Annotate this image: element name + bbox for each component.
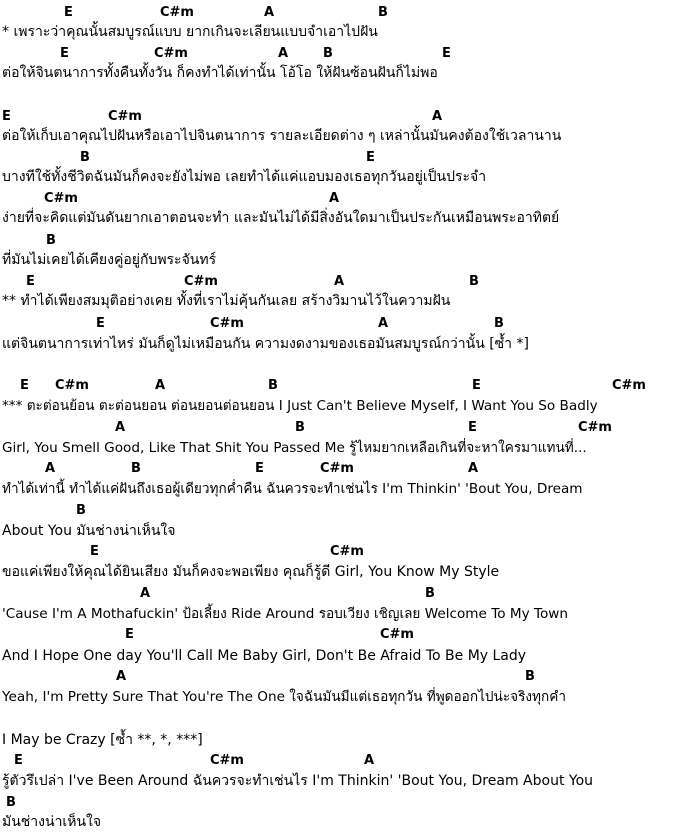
lyric-line: ** ทำได้เพียงสมมุติอย่างเคย ทั้งที่เราไม่คุ้นกันเลย สร้างวิมานไว้ในความฝัน: [2, 293, 451, 309]
chord-c-sharp-m: C#m: [108, 109, 142, 124]
chord-b: B: [76, 503, 86, 518]
chord-a: A: [329, 191, 340, 206]
chord-a: A: [115, 420, 126, 435]
chord-a: A: [334, 274, 345, 289]
chord-c-sharp-m: C#m: [578, 420, 612, 435]
lyric-line: About You มันช่างน่าเห็นใจ: [2, 523, 176, 539]
chord-a: A: [364, 753, 375, 768]
chord-b: B: [80, 150, 90, 165]
lyric-line: ที่มันไม่เคยได้เคียงคู่อยู่กับพระจันทร์: [2, 252, 217, 268]
chord-e: E: [20, 378, 29, 393]
lyric-line: ต่อให้เก็บเอาคุณไปฝันหรือเอาไปจินตนาการ รายละเอียดต่าง ๆ เหล่านั้นมันคงต้องใช้เวลานาน: [2, 128, 562, 144]
chord-a: A: [468, 461, 479, 476]
chord-b: B: [525, 669, 535, 684]
lyric-line: ง่ายที่จะคิดแต่มันดันยากเอาตอนจะทำ และมันไม่ได้มีสิ่งอันใดมาเป็นประกันเหมือนพระอาทิตย์: [2, 210, 560, 226]
chord-b: B: [6, 795, 16, 810]
chord-c-sharp-m: C#m: [330, 544, 364, 559]
chord-a: A: [45, 461, 56, 476]
chord-e: E: [26, 274, 35, 289]
chord-c-sharp-m: C#m: [380, 627, 414, 642]
chord-e: E: [96, 316, 105, 331]
lyric-line: แต่จินตนาการเท่าไหร่ มันก็ดูไม่เหมือนกัน ความงดงามของเธอมันสมบูรณ์กว่านั้น [ซ้ำ *]: [2, 336, 529, 352]
lyric-line: *** ตะต่อนย้อน ตะต่อนยอน ต่อนยอนต่อนยอน I Just Can't Believe Myself, I Want You So Badly: [2, 398, 598, 414]
chord-b: B: [494, 316, 504, 331]
lyric-line: ต่อให้จินตนาการทั้งคืนทั้งวัน ก็คงทำได้เท่านั้น โอ้โอ ให้ฝันซ้อนฝันก็ไม่พอ: [2, 65, 438, 81]
chord-e: E: [2, 109, 11, 124]
chord-c-sharp-m: C#m: [210, 316, 244, 331]
chord-c-sharp-m: C#m: [612, 378, 646, 393]
chord-b: B: [268, 378, 278, 393]
lyric-line: ทำได้เท่านี้ ทำได้แค่ฝันถึงเธอผู้เดียวทุกค่ำคืน ฉันควรจะทำเช่นไร I'm Thinkin' 'Bout You, Dream: [2, 481, 583, 497]
chord-e: E: [14, 753, 23, 768]
lyric-line: I May be Crazy [ซ้ำ **, *, ***]: [2, 732, 203, 748]
lyric-line: บางทีใช้ทั้งชีวิตฉันมันก็คงจะยังไม่พอ เลยทำได้แค่แอบมองเธอทุกวันอยู่เป็นประจำ: [2, 169, 487, 185]
chord-c-sharp-m: C#m: [210, 753, 244, 768]
chord-c-sharp-m: C#m: [160, 5, 194, 20]
chord-a: A: [278, 46, 289, 61]
chord-a: A: [140, 586, 151, 601]
chord-b: B: [425, 586, 435, 601]
chord-e: E: [90, 544, 99, 559]
chord-e: E: [125, 627, 134, 642]
chord-c-sharp-m: C#m: [184, 274, 218, 289]
chord-b: B: [469, 274, 479, 289]
chord-b: B: [131, 461, 141, 476]
chord-c-sharp-m: C#m: [55, 378, 89, 393]
chord-a: A: [155, 378, 166, 393]
chord-e: E: [472, 378, 481, 393]
chord-e: E: [468, 420, 477, 435]
lyric-line: ขอแค่เพียงให้คุณได้ยินเสียง มันก็คงจะพอเพียง คุณก็รู้ดี Girl, You Know My Style: [2, 564, 500, 580]
chord-c-sharp-m: C#m: [44, 191, 78, 206]
chord-b: B: [295, 420, 305, 435]
lyric-line: มันช่างน่าเห็นใจ: [2, 814, 102, 830]
chord-b: B: [378, 5, 388, 20]
chord-a: A: [264, 5, 275, 20]
lyric-line: Yeah, I'm Pretty Sure That You're The One ใจฉันมันมีแต่เธอทุกวัน ที่พูดออกไปน่ะจริงทุกคำ: [2, 689, 566, 705]
chord-e: E: [442, 46, 451, 61]
chord-c-sharp-m: C#m: [320, 461, 354, 476]
chord-e: E: [366, 150, 375, 165]
lyric-line: รู้ตัวรึเปล่า I've Been Around ฉันควรจะทำเช่นไร I'm Thinkin' 'Bout You, Dream About You: [2, 773, 594, 789]
chord-a: A: [116, 669, 127, 684]
lyric-line: * เพราะว่าคุณนั้นสมบูรณ์แบบ ยากเกินจะเลียนแบบจำเอาไปฝัน: [2, 24, 378, 40]
chord-e: E: [60, 46, 69, 61]
chord-a: A: [432, 109, 443, 124]
chord-a: A: [378, 316, 389, 331]
chord-b: B: [46, 233, 56, 248]
lyric-line: Girl, You Smell Good, Like That Shit You Passed Me รู้ไหมยากเหลือเกินที่จะหาใครมาแทนที่...: [2, 440, 587, 456]
lyric-line: 'Cause I'm A Mothafuckin' ป้อเลี้ยง Ride Around รอบเวียง เชิญเลย Welcome To My Town: [2, 606, 568, 622]
chord-e: E: [255, 461, 264, 476]
chord-b: B: [323, 46, 333, 61]
chord-e: E: [64, 5, 73, 20]
chord-c-sharp-m: C#m: [154, 46, 188, 61]
lyric-line: And I Hope One day You'll Call Me Baby Girl, Don't Be Afraid To Be My Lady: [2, 648, 527, 664]
